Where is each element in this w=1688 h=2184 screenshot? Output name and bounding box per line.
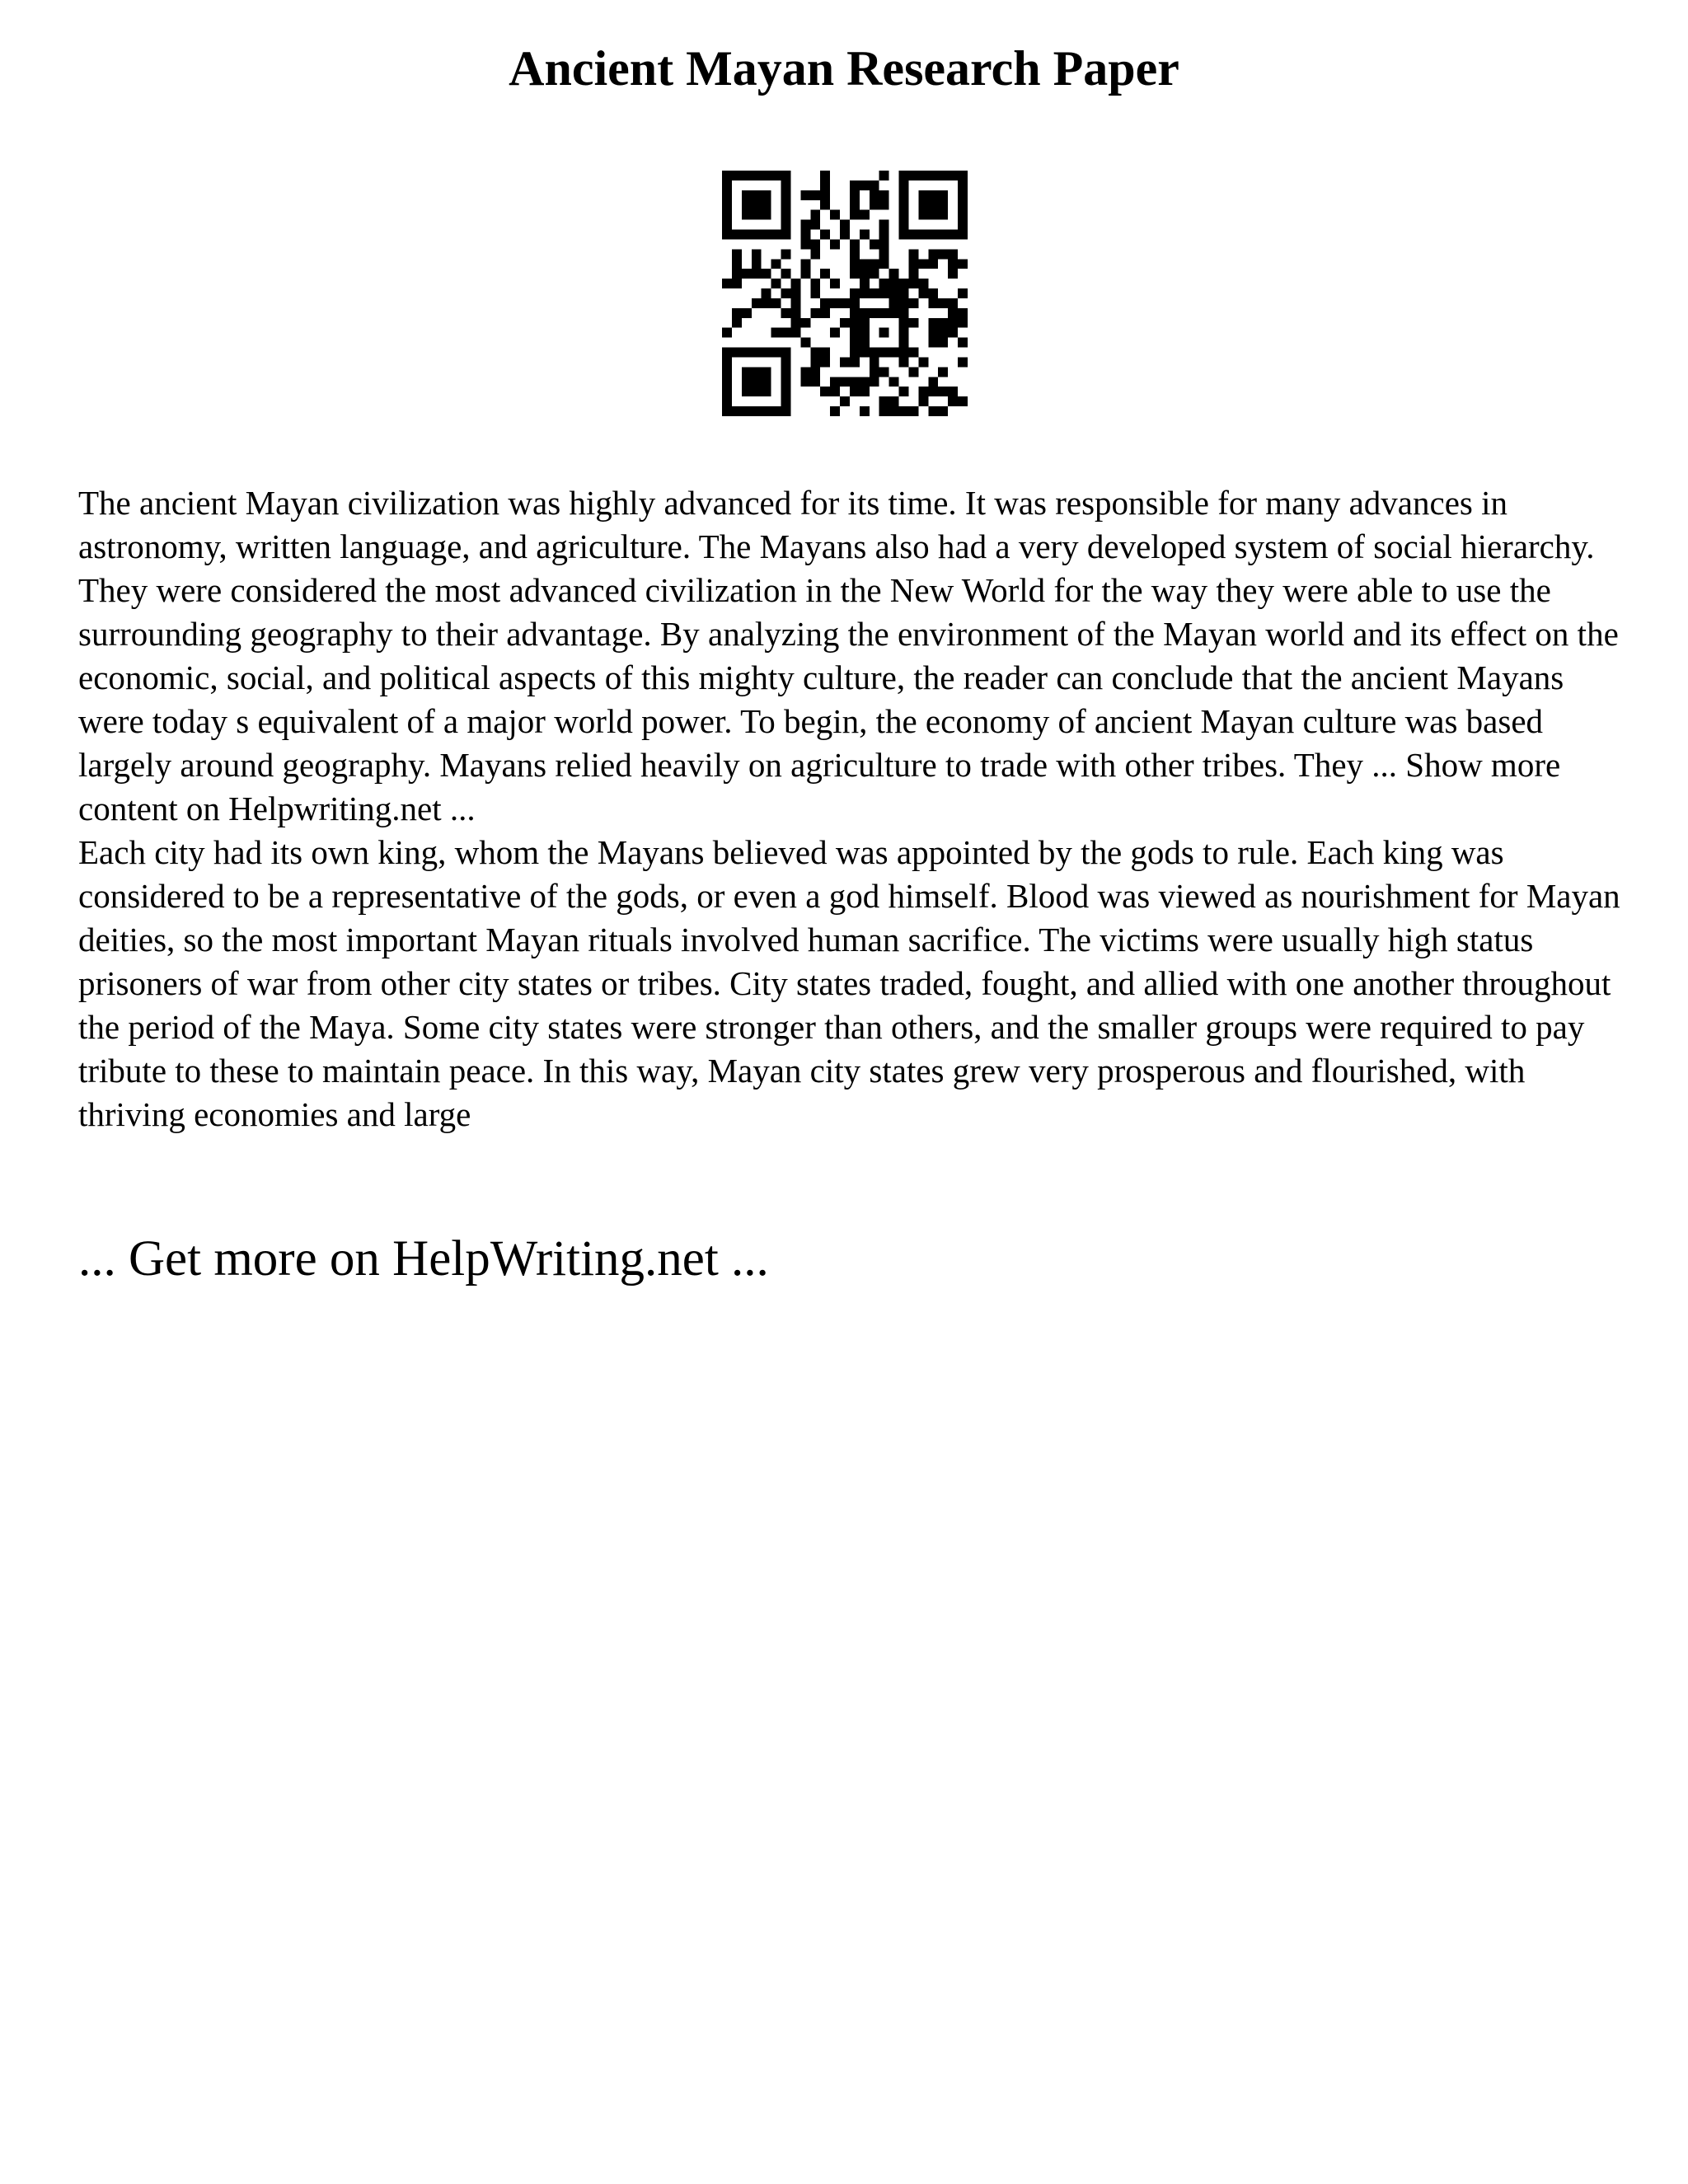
qr-code-svg xyxy=(722,171,968,416)
paragraph: Each city had its own king, whom the Mayans believed was appointed by the gods to rule. Each king was considered to be a representative of the gods, or even a god himself. Blood was viewed as nourishment for Mayan deities, so the most important Mayan rituals involved human sacrifice. The victims were usually high status prisoners of war from other city states or tribes. City states traded, fought, and allied with one another throughout the period of the Maya. Some city states were stronger than others, and the smaller groups were required to pay tribute to these to maintain peace. In this way, Mayan city states grew very prosperous and flourished, with thriving economies and large xyxy=(78,833,1620,1133)
body-text xyxy=(78,481,1628,1137)
paragraph: The ancient Mayan civilization was highly advanced for its time. It was responsible for many advances in astronomy, written language, and agriculture. The Mayans also had a very developed system of social hierarchy. They were considered the most advanced civilization in the New World for the way they were able to use the surrounding geography to their advantage. By analyzing the environment of the Mayan world and its effect on the economic, social, and political aspects of this mighty culture, the reader can conclude that the ancient Mayans were today s equivalent of a major world power. To begin, the economy of ancient Mayan culture was based largely around geography. Mayans relied heavily on agriculture to trade with other tribes. They ... Show more content on Helpwriting.net ... xyxy=(78,484,1619,827)
qr-code-icon xyxy=(722,171,968,416)
get-more-link[interactable]: ... Get more on HelpWriting.net ... xyxy=(78,1231,769,1286)
page-title: Ancient Mayan Research Paper xyxy=(509,41,1179,96)
